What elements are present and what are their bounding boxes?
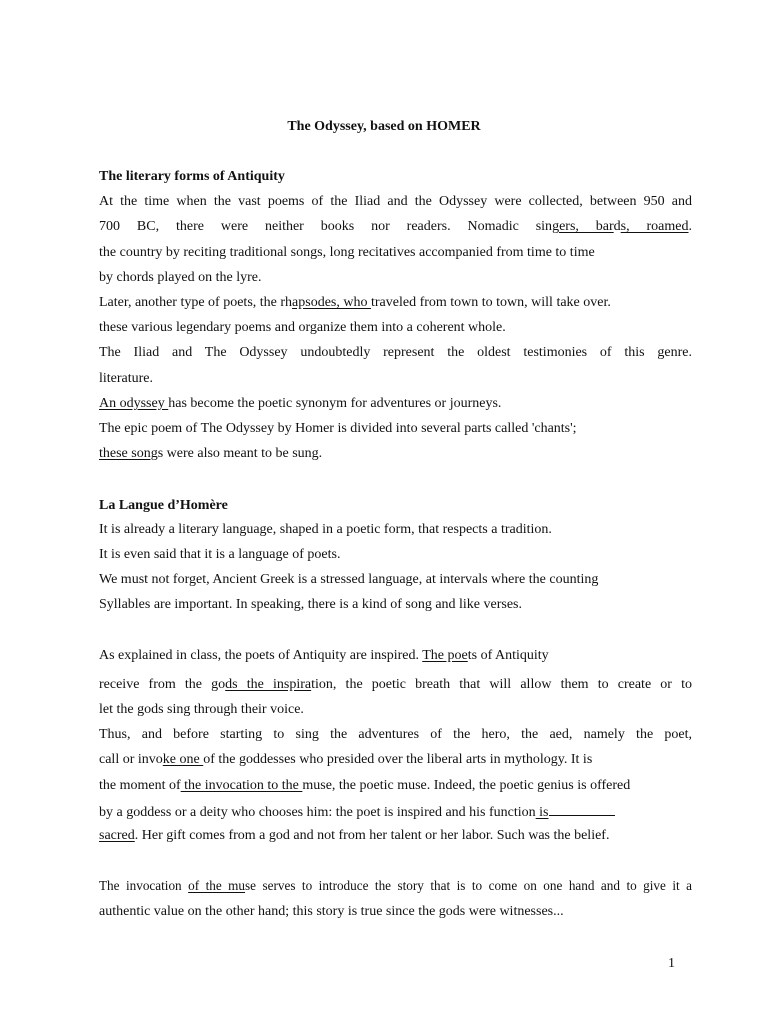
paragraph-line: It is already a literary language, shaped in a poetic form, that respects a tradition. [99,522,552,537]
section-heading-langue-homere: La Langue d’Homère [99,498,228,513]
paragraph-line: the country by reciting traditional songs, long recitatives accompanied from time to time [99,245,595,260]
paragraph-line: Later, another type of poets, the rhapsodes, who traveled from town to town, will take over. [99,295,611,310]
paragraph-line: The epic poem of The Odyssey by Homer is divided into several parts called 'chants'; [99,421,577,436]
page-number: 1 [668,956,675,971]
underlined-text: apsodes, who [292,295,371,310]
document-title: The Odyssey, based on HOMER [287,119,481,134]
paragraph-line: by a goddess or a deity who chooses him: the poet is inspired and his function is [99,802,615,822]
underlined-text: gers, bar [552,219,614,234]
paragraph-line: authentic value on the other hand; this story is true since the gods were witnesses... [99,904,564,919]
paragraph-line: Thus, and before starting to sing the adventures of the hero, the aed, namely the poet, [99,727,692,742]
paragraph-line: these various legendary poems and organize them into a coherent whole. [99,320,506,335]
paragraph-line: At the time when the vast poems of the Iliad and the Odyssey were collected, between 950 and [99,194,692,209]
paragraph-line: receive from the gods the inspiration, the poetic breath that will allow them to create or to [99,677,693,692]
paragraph-line: The invocation of the muse serves to introduce the story that is to come on one hand and to give it a [99,878,693,893]
underlined-text: ds the inspira [225,677,312,692]
paragraph-line: 700 BC, there were neither books nor readers. Nomadic singers, bards, roamed. [99,219,693,234]
paragraph-line: Syllables are important. In speaking, there is a kind of song and like verses. [99,597,523,612]
underlined-text: sacred [99,828,135,843]
paragraph-line: The Iliad and The Odyssey undoubtedly represent the oldest testimonies of this genre. [99,345,692,360]
paragraph-line: An odyssey has become the poetic synonym for adventures or journeys. [99,396,502,411]
underlined-text: ke one [162,752,204,767]
paragraph-line: call or invoke one of the goddesses who presided over the liberal arts in mythology. It is [99,752,593,767]
paragraph-line: let the gods sing through their voice. [99,702,304,717]
fill-in-blank [549,802,615,816]
paragraph-line: by chords played on the lyre. [99,270,262,285]
underlined-text: these song [99,446,158,461]
underlined-text: the invocation to the [180,778,303,793]
paragraph-line: As explained in class, the poets of Antiquity are inspired. The poets of Antiquity [99,648,549,663]
paragraph-line: We must not forget, Ancient Greek is a stressed language, at intervals where the counting [99,572,599,587]
paragraph-line: sacred. Her gift comes from a god and not from her talent or her labor. Such was the belief. [99,828,610,843]
paragraph-line: literature. [99,371,154,386]
underlined-text: An odyssey [99,396,169,411]
underlined-text: of the mu [188,878,246,893]
paragraph-line: It is even said that it is a language of poets. [99,547,341,562]
paragraph-line: these songs were also meant to be sung. [99,446,323,461]
paragraph-line: the moment of the invocation to the muse, the poetic muse. Indeed, the poetic genius is offered [99,778,631,793]
underlined-text: s, roamed [620,219,689,234]
section-heading-literary-forms: The literary forms of Antiquity [99,169,285,184]
underlined-text: is [535,805,549,820]
underlined-text: The poe [422,648,468,663]
